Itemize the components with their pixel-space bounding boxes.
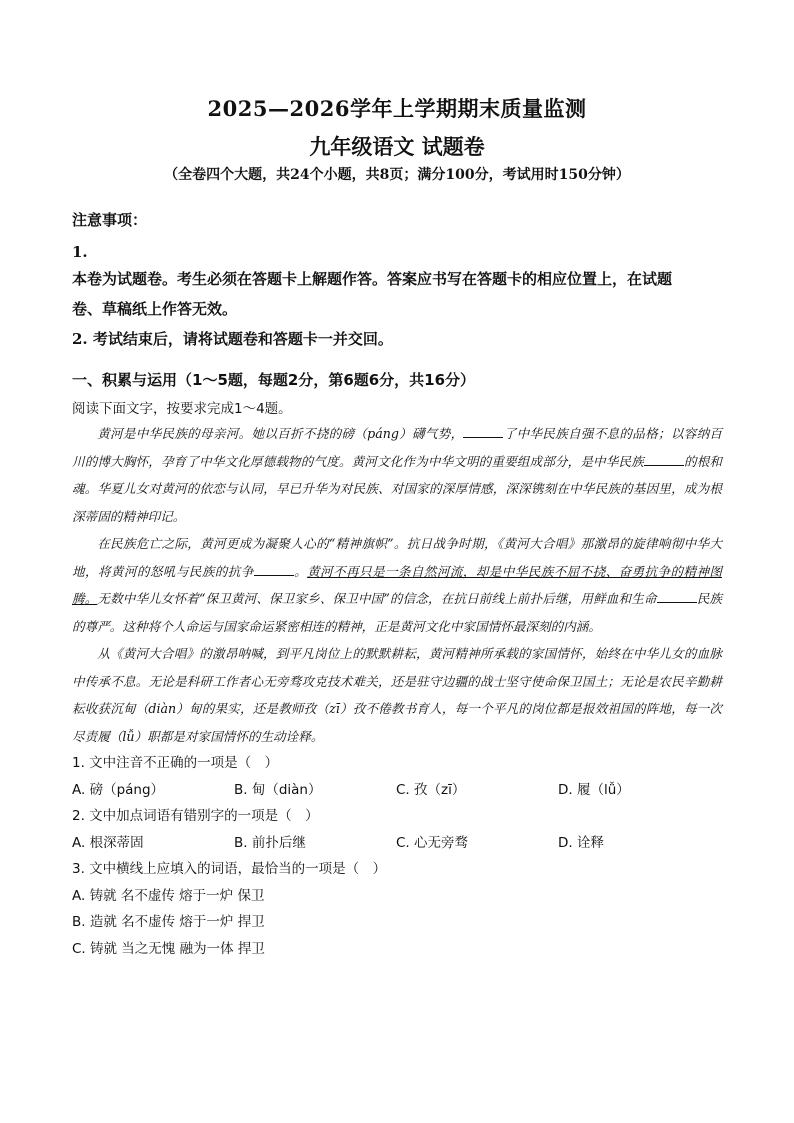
- option-c: C. 孜（zī）: [396, 781, 466, 798]
- question-2: 2. 文中加点词语有错别字的一项是（ ）: [72, 808, 319, 824]
- passage-paragraph-1: 黄河是中华民族的母亲河。她以百折不挠的磅（páng）礴气势， 了中华民族自强不息的品格；以容纳百川的博大胸怀，孕育了中华文化厚德载物的气度。黄河文化作为中华文明的重要组成部分，是中华民族 的根和魂。华夏儿女对黄河的依恋与认同，早已升华为对民族、对国家的深厚情感，深深镌刻在中华民族的基因里，成为根深蒂固的精神印记。: [72, 426, 723, 524]
- question-3: 3. 文中横线上应填入的词语，最恰当的一项是（ ）: [72, 861, 387, 877]
- option-c: C. 心无旁骛: [396, 834, 469, 851]
- notice-item-2: 2. 考试结束后，请将试题卷和答题卡一并交回。: [72, 330, 393, 348]
- question-1-options: [72, 777, 722, 804]
- fill-blank: [644, 453, 684, 466]
- question-2-options: [72, 830, 722, 857]
- notice-item-1-line-1: 本卷为试题卷。考生必须在答题卡上解题作答。答案应书写在答题卡的相应位置上，在试题: [72, 270, 673, 288]
- fill-blank: [463, 425, 503, 438]
- option-c: C. 铸就 当之无愧 融为一体 捍卫: [72, 940, 265, 957]
- notice-item-1-line-2: 卷、草稿纸上作答无效。: [72, 300, 238, 318]
- option-a: A. 铸就 名不虚传 熔于一炉 保卫: [72, 887, 265, 904]
- option-d: D. 诠释: [558, 834, 604, 851]
- exam-info: （全卷四个大题，共24个小题，共8页；满分100分，考试用时150分钟）: [164, 167, 630, 183]
- reading-passage: [72, 420, 722, 750]
- fill-blank: [657, 590, 697, 603]
- option-b: B. 造就 名不虚传 熔于一炉 捍卫: [72, 914, 265, 930]
- reading-instruction: 阅读下面文字，按要求完成1～4题。: [72, 401, 292, 417]
- question-1: 1. 文中注音不正确的一项是（ ）: [72, 755, 279, 771]
- option-d: D. 履（lǚ）: [558, 781, 630, 798]
- section-heading: 一、积累与运用（1～5题，每题2分，第6题6分，共16分）: [72, 371, 476, 389]
- exam-title: 2025—2026学年上学期期末质量监测: [207, 96, 587, 121]
- option-b: B. 甸（diàn）: [234, 781, 322, 798]
- fill-blank: [254, 563, 294, 576]
- underlined-sentence: 黄河不再只是一条自然河流，却是中华民族不屈不挠、奋勇抗争的精神图腾。: [72, 563, 723, 606]
- option-a: A. 根深蒂固: [72, 834, 144, 851]
- notice-heading: 注意事项：: [72, 211, 148, 229]
- passage-paragraph-3: 从《黄河大合唱》的激昂呐喊，到平凡岗位上的默默耕耘，黄河精神所承载的家国情怀，始终在中华儿女的血脉中传承不息。无论是科研工作者心无旁骛攻克技术难关，还是驻守边疆的战士坚守使命保卫国土；无论是农民辛勤耕耘收获沉甸（diàn）甸的果实，还是教师孜（zī）孜不倦教书育人，每一个平凡的岗位都是报效祖国的阵地，每一次尽责履（lǚ）职都是对家国情怀的生动诠释。: [72, 646, 723, 744]
- passage-paragraph-2: 在民族危亡之际，黄河更成为凝聚人心的“精神旗帜”。抗日战争时期，《黄河大合唱》那激昂的旋律响彻中华大地，将黄河的怒吼与民族的抗争 。黄河不再只是一条自然河流，却是中华民族不屈不挠、奋勇抗争的精神图腾。无数中华儿女怀着“保卫黄河、保卫家乡、保卫中国”的信念，在抗日前线上前扑后继，用鲜血和生命 民族的尊严。这种将个人命运与国家命运紧密相连的精神，正是黄河文化中家国情怀最深刻的内涵。: [72, 536, 723, 634]
- option-a: A. 磅（páng）: [72, 781, 165, 798]
- exam-subject-title: 九年级语文 试题卷: [309, 134, 485, 159]
- notice-item-1-number: 1.: [72, 243, 88, 261]
- option-b: B. 前扑后继: [234, 834, 306, 851]
